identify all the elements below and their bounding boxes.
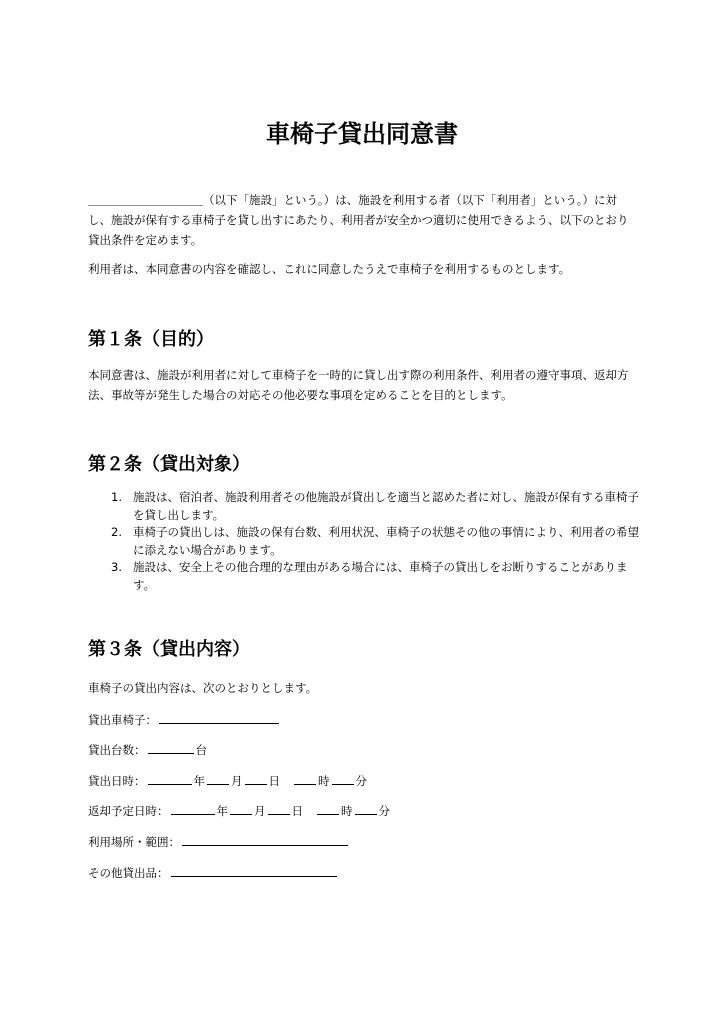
month-unit: 月 (231, 774, 243, 788)
list-item-text: 車椅子の貸出しは、施設の保有台数、利用状況、車椅子の状態その他の事情により、利用者の希望に添えない場合があります。 (133, 525, 639, 557)
count-label: 貸出台数： (88, 743, 146, 757)
hour-unit: 時 (341, 804, 353, 818)
lend-month-blank[interactable] (207, 772, 229, 785)
list-item-number: 1. (111, 490, 122, 504)
place-label: 利用場所・範囲： (88, 835, 180, 849)
year-unit: 年 (216, 804, 228, 818)
list-item (88, 489, 648, 524)
lend-minute-blank[interactable] (332, 772, 354, 785)
place-blank[interactable] (182, 833, 348, 846)
article1-heading: 第１条（目的） (88, 329, 214, 350)
month-unit: 月 (254, 804, 266, 818)
wheelchair-field (88, 710, 281, 730)
return-day-blank[interactable] (268, 802, 290, 815)
lend-hour-blank[interactable] (294, 772, 316, 785)
day-unit: 日 (291, 804, 303, 818)
list-item-number: 2. (111, 525, 122, 539)
list-item-text: 施設は、宿泊者、施設利用者その他施設が貸出しを適当と認めた者に対し、施設が保有する車椅子を貸し出します。 (133, 490, 639, 522)
return-minute-blank[interactable] (355, 802, 377, 815)
day-unit: 日 (268, 774, 280, 788)
lend-year-blank[interactable] (148, 772, 192, 785)
wheelchair-blank[interactable] (159, 711, 279, 724)
others-field (88, 863, 339, 883)
article2-list (88, 489, 648, 594)
count-field (88, 740, 207, 760)
minute-unit: 分 (378, 804, 390, 818)
others-label: その他貸出品： (88, 866, 169, 880)
place-field (88, 832, 350, 852)
article2-heading: 第２条（貸出対象） (88, 454, 250, 475)
return-label: 返却予定日時： (88, 804, 169, 818)
lend-label: 貸出日時： (88, 774, 146, 788)
lend-day-blank[interactable] (245, 772, 267, 785)
document-title: 車椅子貸出同意書 (266, 120, 458, 148)
article3-heading: 第３条（貸出内容） (88, 639, 250, 660)
hour-unit: 時 (318, 774, 330, 788)
return-hour-blank[interactable] (317, 802, 339, 815)
return-datetime-field (88, 801, 390, 821)
wheelchair-label: 貸出車椅子： (88, 713, 157, 727)
return-year-blank[interactable] (171, 802, 215, 815)
list-item-text: 施設は、安全上その他合理的な理由がある場合には、車椅子の貸出しをお断りすることがあります。 (133, 560, 628, 592)
article3-intro: 車椅子の貸出内容は、次のとおりとします。 (88, 681, 318, 695)
minute-unit: 分 (355, 774, 367, 788)
facility-name-blank[interactable]: ＿＿＿＿＿＿＿＿＿＿ (88, 193, 203, 207)
list-item (88, 524, 648, 559)
article1-text: 本同意書は、施設が利用者に対して車椅子を一時的に貸し出す際の利用条件、利用者の遵守事項、返却方法、事故等が発生した場合の対応その他必要な事項を定めることを目的とします。 (88, 368, 629, 402)
lend-datetime-field (88, 771, 367, 791)
count-blank[interactable] (148, 741, 194, 754)
return-month-blank[interactable] (230, 802, 252, 815)
list-item-number: 3. (111, 560, 122, 574)
count-unit: 台 (195, 743, 207, 757)
year-unit: 年 (193, 774, 205, 788)
list-item (88, 559, 648, 594)
agreement-paragraph: 利用者は、本同意書の内容を確認し、これに同意したうえで車椅子を利用するものとします。 (88, 262, 571, 276)
intro-text: （以下「施設」という。）は、施設を利用する者（以下「利用者」という。）に対し、施設が保有する車椅子を貸し出すにあたり、利用者が安全かつ適切に使用できるよう、以下のとおり貸出条件を定めます。 (88, 193, 629, 247)
intro-paragraph (88, 190, 638, 250)
others-blank[interactable] (171, 864, 337, 877)
